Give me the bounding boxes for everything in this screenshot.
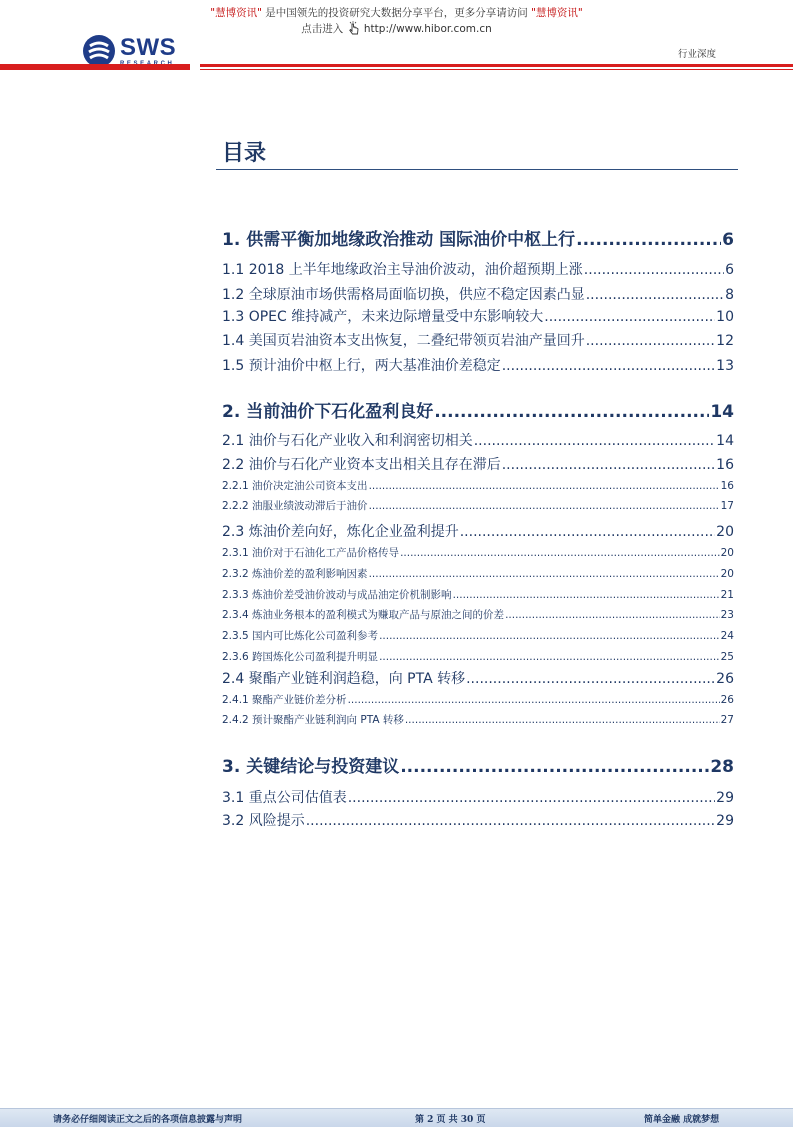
toc-leader-dots bbox=[576, 230, 721, 250]
toc-entry[interactable] bbox=[222, 454, 734, 474]
toc-leader-dots bbox=[505, 609, 720, 621]
toc-entry-page[interactable]: 12 bbox=[716, 333, 734, 349]
header-red-bar-left bbox=[0, 64, 190, 70]
toc-entry-text[interactable]: 2.4.1 聚酯产业链价差分析 bbox=[222, 694, 347, 706]
toc-entry-text[interactable]: 2.3.5 国内可比炼化公司盈利参考 bbox=[222, 630, 379, 642]
toc-entry-text[interactable]: 3.1 重点公司估值表 bbox=[222, 790, 347, 806]
toc-entry[interactable] bbox=[222, 397, 734, 422]
toc-entry[interactable] bbox=[222, 628, 734, 643]
toc-entry-page[interactable]: 26 bbox=[720, 694, 734, 706]
toc-entry-text[interactable]: 2. 当前油价下石化盈利良好 bbox=[222, 402, 434, 422]
toc-entry-page[interactable]: 26 bbox=[716, 671, 734, 687]
toc-entry[interactable] bbox=[222, 355, 734, 375]
toc-entry-page[interactable]: 25 bbox=[720, 651, 734, 663]
toc-entry-page[interactable]: 17 bbox=[720, 500, 734, 512]
banner-click-text[interactable]: 点击进入 bbox=[301, 23, 344, 35]
toc-leader-dots bbox=[584, 262, 724, 278]
toc-entry[interactable] bbox=[222, 430, 734, 450]
toc-leader-dots bbox=[453, 589, 720, 601]
toc-leader-dots bbox=[400, 757, 709, 777]
toc-leader-dots bbox=[400, 547, 720, 559]
toc-entry-text[interactable]: 1.2 全球原油市场供需格局面临切换，供应不稳定因素凸显 bbox=[222, 287, 585, 303]
toc-entry-page[interactable]: 13 bbox=[716, 358, 734, 374]
toc-entry[interactable] bbox=[222, 607, 734, 622]
toc-entry[interactable] bbox=[222, 545, 734, 560]
toc-entry-text[interactable]: 3.2 风险提示 bbox=[222, 813, 305, 829]
toc-entry[interactable] bbox=[222, 225, 734, 250]
toc-leader-dots bbox=[379, 630, 720, 642]
toc-entry-page[interactable]: 21 bbox=[720, 589, 734, 601]
toc-title: 目录 bbox=[222, 140, 267, 166]
header-red-bar-right bbox=[200, 64, 793, 67]
toc-leader-dots bbox=[466, 671, 715, 687]
toc-leader-dots bbox=[586, 287, 724, 303]
toc-leader-dots bbox=[502, 358, 715, 374]
toc-entry-page[interactable]: 27 bbox=[720, 714, 734, 726]
toc-entry-page[interactable]: 23 bbox=[720, 609, 734, 621]
toc-entry[interactable] bbox=[222, 478, 734, 493]
toc-entry-text[interactable]: 2.2.1 油价决定油公司资本支出 bbox=[222, 480, 368, 492]
document-type-label: 行业深度 bbox=[678, 49, 717, 60]
toc-leader-dots bbox=[369, 480, 720, 492]
sws-logo-icon bbox=[82, 34, 116, 68]
toc-entry-text[interactable]: 1.4 美国页岩油资本支出恢复，二叠纪带领页岩油产量回升 bbox=[222, 333, 585, 349]
toc-entry-text[interactable]: 2.1 油价与石化产业收入和利润密切相关 bbox=[222, 433, 473, 449]
toc-entry[interactable] bbox=[222, 649, 734, 664]
toc-entry-page[interactable]: 16 bbox=[716, 457, 734, 473]
toc-leader-dots bbox=[460, 524, 715, 540]
toc-entry-text[interactable]: 1.1 2018 上半年地缘政治主导油价波动，油价超预期上涨 bbox=[222, 262, 583, 278]
banner-brand-1: "慧博资讯" bbox=[210, 7, 262, 19]
toc-leader-dots bbox=[369, 500, 720, 512]
toc-entry[interactable] bbox=[222, 752, 734, 777]
toc-entry-page[interactable]: 8 bbox=[725, 287, 734, 303]
toc-entry-page[interactable]: 6 bbox=[725, 262, 734, 278]
toc-leader-dots bbox=[379, 651, 720, 663]
toc-entry[interactable] bbox=[222, 330, 734, 350]
toc-entry-text[interactable]: 1. 供需平衡加地缘政治推动 国际油价中枢上行 bbox=[222, 230, 576, 250]
toc-entry[interactable] bbox=[222, 566, 734, 581]
banner-text: 是中国领先的投资研究大数据分享平台，更多分享请访问 bbox=[261, 7, 532, 19]
toc-entry[interactable] bbox=[222, 668, 734, 688]
toc-leader-dots bbox=[348, 790, 715, 806]
toc-leader-dots bbox=[405, 714, 720, 726]
toc-entry-text[interactable]: 2.3.3 炼油价差受油价波动与成品油定价机制影响 bbox=[222, 589, 452, 601]
toc-entry-text[interactable]: 1.3 OPEC 维持减产，未来边际增量受中东影响较大 bbox=[222, 309, 544, 325]
toc-entry[interactable] bbox=[222, 259, 734, 279]
toc-entry-text[interactable]: 2.3.2 炼油价差的盈利影响因素 bbox=[222, 568, 368, 580]
toc-entry-page[interactable]: 14 bbox=[710, 402, 734, 422]
toc-leader-dots bbox=[586, 333, 715, 349]
top-banner bbox=[0, 5, 793, 37]
toc-entry-text[interactable]: 2.3 炼油价差向好，炼化企业盈利提升 bbox=[222, 524, 459, 540]
toc-entry-page[interactable]: 20 bbox=[720, 547, 734, 559]
toc-leader-dots bbox=[369, 568, 720, 580]
toc-entry[interactable] bbox=[222, 521, 734, 541]
toc-leader-dots bbox=[502, 457, 715, 473]
toc-entry-page[interactable]: 14 bbox=[716, 433, 734, 449]
toc-entry-text[interactable]: 1.5 预计油价中枢上行，两大基准油价差稳定 bbox=[222, 358, 501, 374]
toc-entry[interactable] bbox=[222, 498, 734, 513]
toc-entry[interactable] bbox=[222, 284, 734, 304]
footer-page-info: 第 2 页 共 30 页 bbox=[415, 1115, 486, 1125]
toc-entry[interactable] bbox=[222, 587, 734, 602]
toc-entry[interactable] bbox=[222, 306, 734, 326]
footer-slogan: 简单金融 成就梦想 bbox=[644, 1115, 720, 1125]
toc-entry-page[interactable]: 29 bbox=[716, 790, 734, 806]
toc-entry-page[interactable]: 16 bbox=[720, 480, 734, 492]
sws-logo bbox=[82, 34, 176, 68]
toc-leader-dots bbox=[434, 402, 709, 422]
toc-entry-page[interactable]: 20 bbox=[716, 524, 734, 540]
toc-entry-page[interactable]: 20 bbox=[720, 568, 734, 580]
toc-entry[interactable] bbox=[222, 787, 734, 807]
toc-entry-page[interactable]: 29 bbox=[716, 813, 734, 829]
toc-entry-text[interactable]: 2.2 油价与石化产业资本支出相关且存在滞后 bbox=[222, 457, 501, 473]
toc-entry-text[interactable]: 2.3.4 炼油业务根本的盈利模式为赚取产品与原油之间的价差 bbox=[222, 609, 505, 621]
toc-entry-text[interactable]: 2.3.1 油价对于石油化工产品价格传导 bbox=[222, 547, 400, 559]
logo-text: SWS bbox=[120, 33, 177, 61]
hand-cursor-icon bbox=[347, 21, 361, 35]
footer-disclaimer: 请务必仔细阅读正文之后的各项信息披露与声明 bbox=[53, 1115, 243, 1125]
toc-entry-page[interactable]: 24 bbox=[720, 630, 734, 642]
banner-brand-2: "慧博资讯" bbox=[531, 7, 583, 19]
toc-entry-text[interactable]: 3. 关键结论与投资建议 bbox=[222, 757, 400, 777]
toc-title-rule bbox=[216, 169, 738, 170]
toc-entry[interactable] bbox=[222, 712, 734, 727]
toc-entry-text[interactable]: 2.3.6 跨国炼化公司盈利提升明显 bbox=[222, 651, 379, 663]
toc-entry-text[interactable]: 2.2.2 油服业绩波动滞后于油价 bbox=[222, 500, 368, 512]
toc-leader-dots bbox=[306, 813, 715, 829]
toc-entry-page[interactable]: 10 bbox=[716, 309, 734, 325]
toc-entry[interactable] bbox=[222, 692, 734, 707]
toc-entry-text[interactable]: 2.4 聚酯产业链利润趋稳，向 PTA 转移 bbox=[222, 671, 466, 687]
toc-leader-dots bbox=[474, 433, 715, 449]
toc-entry-text[interactable]: 2.4.2 预计聚酯产业链利润向 PTA 转移 bbox=[222, 714, 404, 726]
banner-url-link[interactable]: http://www.hibor.com.cn bbox=[363, 23, 492, 35]
header-red-rule-right bbox=[200, 69, 793, 70]
toc-entry[interactable] bbox=[222, 810, 734, 830]
toc-leader-dots bbox=[544, 309, 715, 325]
toc-leader-dots bbox=[348, 694, 720, 706]
toc-entry-page[interactable]: 28 bbox=[710, 757, 734, 777]
toc-entry-page[interactable]: 6 bbox=[722, 230, 734, 250]
